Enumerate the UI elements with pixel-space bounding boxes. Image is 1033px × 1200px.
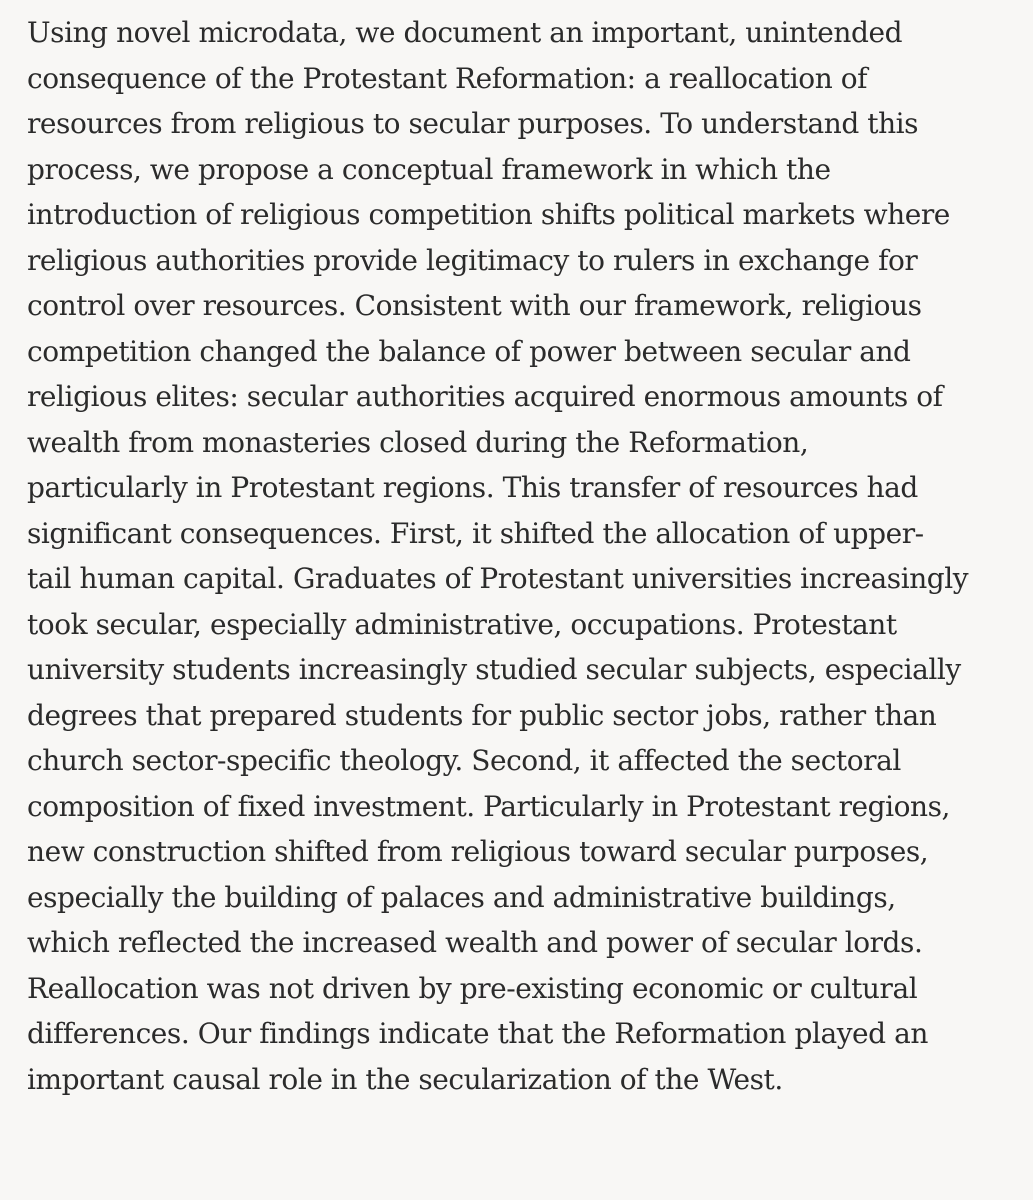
text-line: especially the building of palaces and administrative buildings, — [27, 880, 896, 914]
text-line: resources from religious to secular purposes. To understand this — [27, 107, 919, 140]
text-line: degrees that prepared students for public sector jobs, rather than — [27, 698, 937, 732]
text-line: university students increasingly studied secular subjects, especially — [27, 653, 961, 686]
text-line: religious authorities provide legitimacy to rulers in exchange for — [27, 243, 918, 277]
text-line: important causal role in the secularization of the West. — [27, 1062, 783, 1096]
text-line: which reflected the increased wealth and power of secular lords. — [27, 926, 923, 959]
text-line: composition of fixed investment. Particularly in Protestant regions, — [27, 789, 950, 823]
text-line: introduction of religious competition shifts political markets where — [27, 198, 950, 231]
text-line: religious elites: secular authorities acquired enormous amounts of — [27, 380, 943, 413]
text-line: significant consequences. First, it shifted the allocation of upper- — [27, 516, 924, 550]
text-line: process, we propose a conceptual framework in which the — [27, 152, 831, 186]
text-line: control over resources. Consistent with our framework, religious — [27, 289, 922, 322]
text-line: Reallocation was not driven by pre-existing economic or cultural — [27, 971, 918, 1005]
text-line: particularly in Protestant regions. This transfer of resources had — [27, 471, 918, 504]
text-line: Using novel microdata, we document an important, unintended — [27, 16, 903, 49]
text-line: new construction shifted from religious toward secular purposes, — [27, 835, 929, 868]
text-line: took secular, especially administrative, occupations. Protestant — [27, 607, 897, 641]
text-line: competition changed the balance of power between secular and — [27, 334, 911, 368]
text-line: church sector-specific theology. Second, it affected the sectoral — [27, 744, 901, 777]
text-line: wealth from monasteries closed during the Reformation, — [27, 425, 809, 459]
text-line: tail human capital. Graduates of Protestant universities increasingly — [27, 562, 969, 595]
text-line: differences. Our findings indicate that the Reformation played an — [27, 1017, 928, 1050]
abstract-paragraph — [27, 10, 1021, 1102]
text-line: consequence of the Protestant Reformation: a reallocation of — [27, 61, 868, 95]
